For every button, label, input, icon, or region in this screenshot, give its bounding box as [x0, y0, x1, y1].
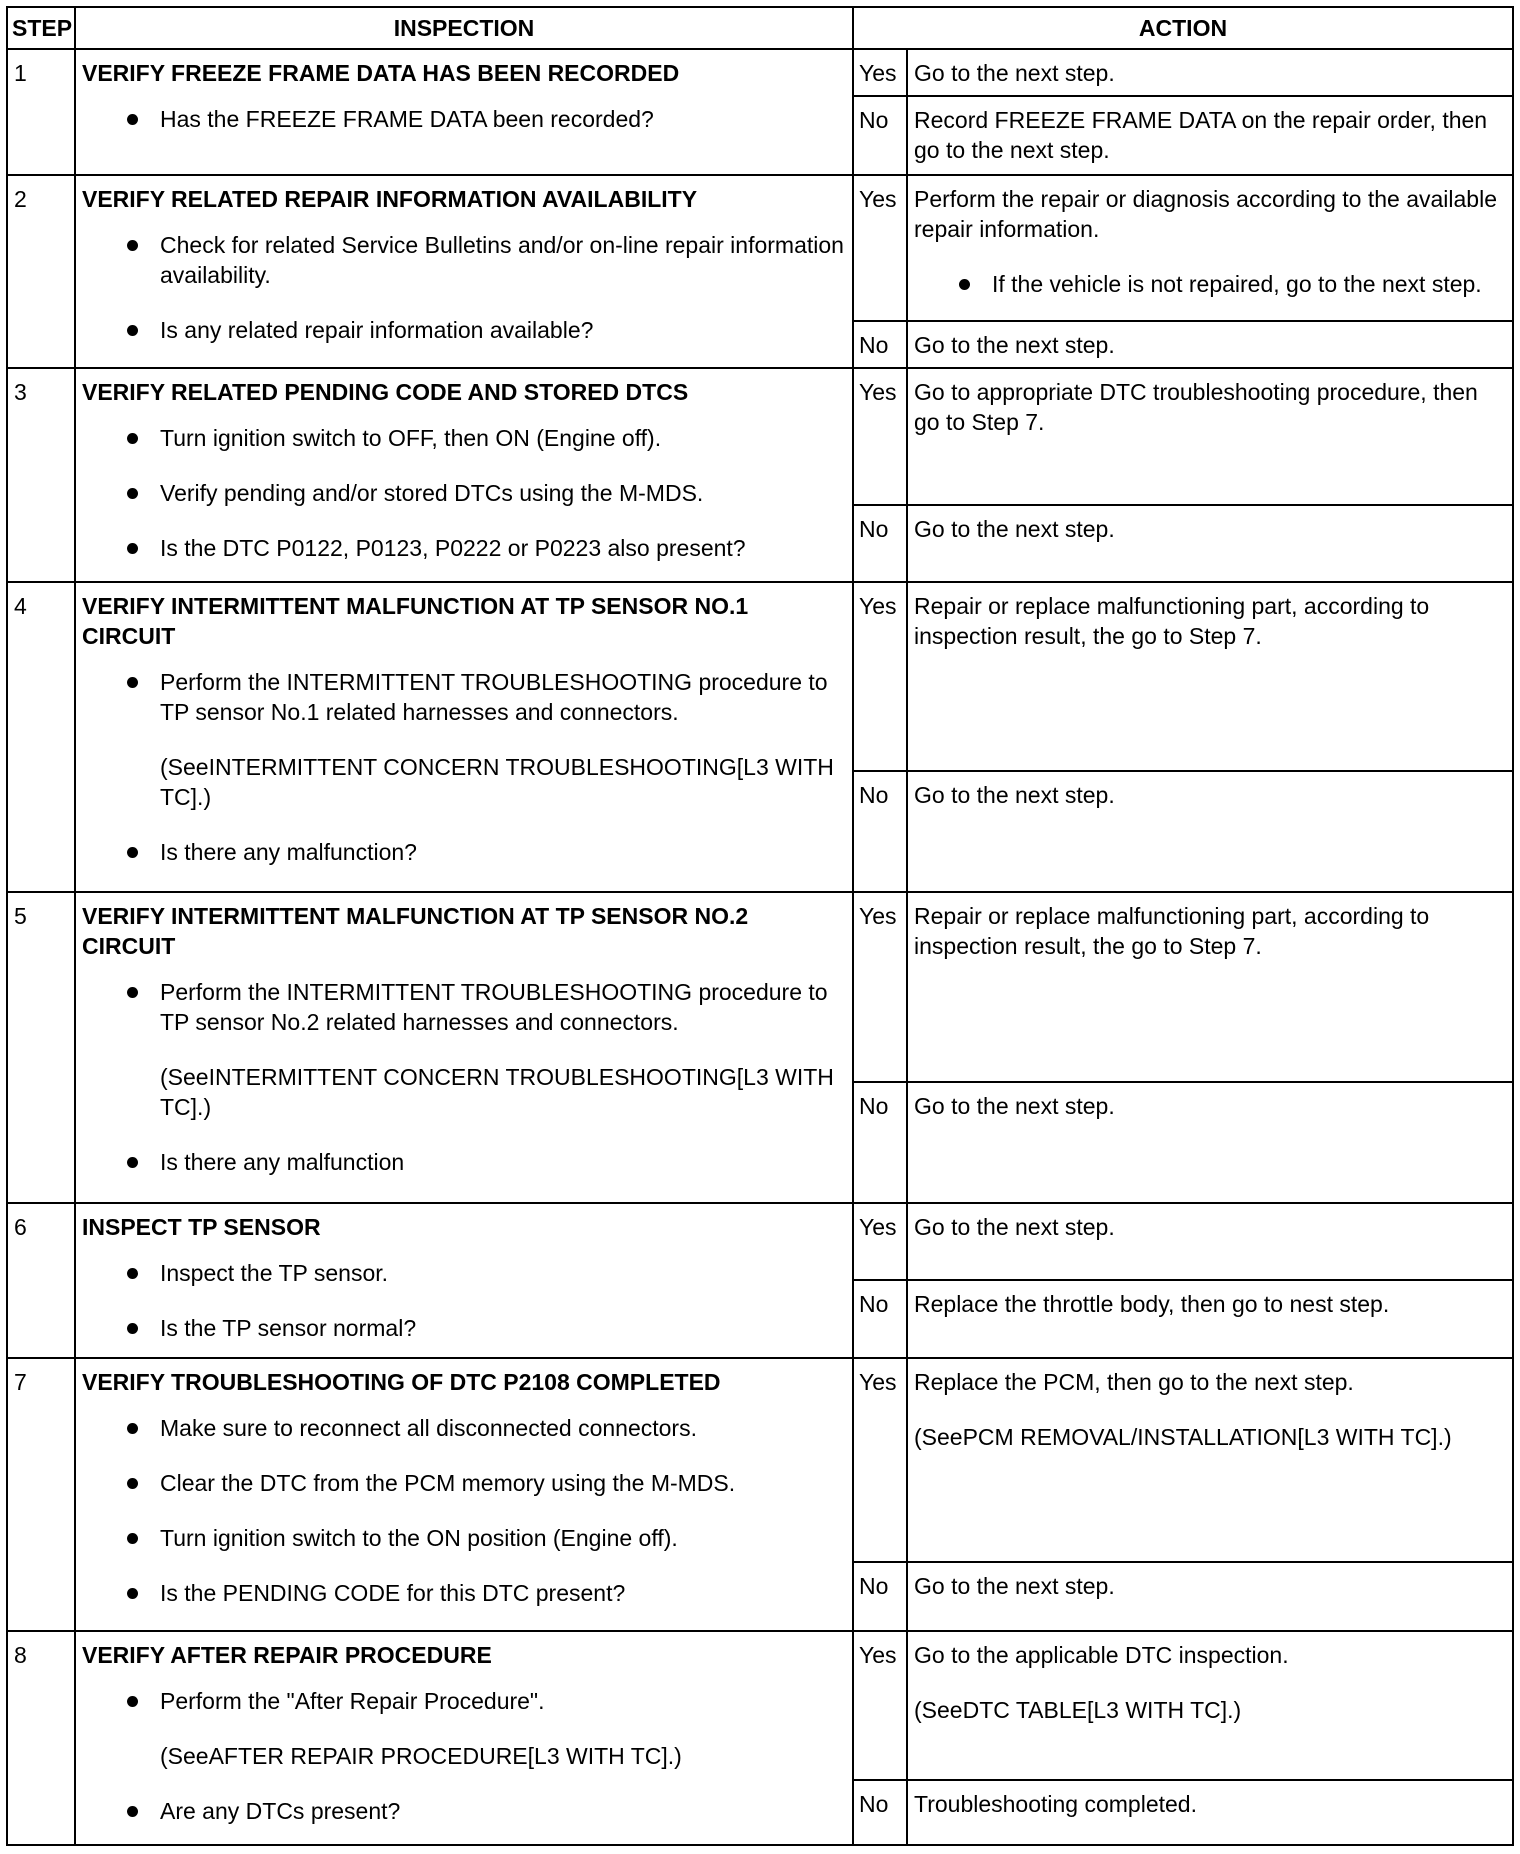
step-number: 4 [7, 582, 75, 892]
inspection-bullet-item: Are any DTCs present? [160, 1796, 846, 1826]
header-action: ACTION [853, 7, 1513, 49]
inspection-bullet-item: Is the TP sensor normal? [160, 1313, 846, 1343]
inspection-bullet-item: Perform the "After Repair Procedure". [160, 1686, 846, 1716]
step-number: 5 [7, 892, 75, 1202]
yes-action-cell [907, 582, 1513, 771]
no-label: No [853, 1082, 907, 1203]
inspection-bullet-item: Is any related repair information available? [160, 315, 846, 345]
no-action-text: Go to the next step. [914, 331, 1115, 358]
yes-action-text: Go to the next step. [914, 60, 1115, 86]
inspection-bullet-item: Turn ignition switch to OFF, then ON (Engine off). [160, 423, 846, 453]
inspection-bullet-item: Has the FREEZE FRAME DATA been recorded? [160, 104, 846, 134]
no-action-text: Troubleshooting completed. [914, 1791, 1197, 1818]
no-action-text: Record FREEZE FRAME DATA on the repair order, then go to the next step. [914, 107, 1488, 164]
no-action-text: Replace the throttle body, then go to nest step. [914, 1291, 1390, 1318]
yes-action-text: Repair or replace malfunctioning part, according to inspection result, the go to Step 7. [914, 903, 1430, 960]
no-action-text: Go to the next step. [914, 515, 1115, 542]
no-label: No [853, 771, 907, 892]
step-title: VERIFY AFTER REPAIR PROCEDURE [82, 1641, 492, 1668]
no-action-cell [907, 96, 1513, 175]
no-action-cell [907, 321, 1513, 368]
inspection-bullet-item: Verify pending and/or stored DTCs using the M-MDS. [160, 478, 846, 508]
inspection-bullet-item: Is there any malfunction [160, 1147, 846, 1177]
step-title: VERIFY TROUBLESHOOTING OF DTC P2108 COMPLETED [82, 1368, 721, 1395]
inspection-cell [75, 1631, 853, 1845]
table-row [7, 582, 1513, 771]
yes-action-bullet: If the vehicle is not repaired, go to the next step. [992, 269, 1506, 299]
step-number: 3 [7, 368, 75, 582]
header-step: STEP [7, 7, 75, 49]
step-title: INSPECT TP SENSOR [82, 1213, 321, 1240]
yes-action-cell [907, 1203, 1513, 1281]
yes-action-text: Go to the applicable DTC inspection. [914, 1641, 1289, 1668]
no-action-text: Go to the next step. [914, 1573, 1115, 1600]
yes-action-text: Go to the next step. [914, 1213, 1115, 1240]
table-row [7, 1631, 1513, 1780]
no-action-text: Go to the next step. [914, 1092, 1115, 1119]
no-action-cell [907, 1562, 1513, 1631]
inspection-list [82, 104, 846, 134]
yes-action-text: Perform the repair or diagnosis according to the available repair information. [914, 186, 1497, 243]
inspection-table [6, 6, 1514, 1846]
inspection-cell [75, 582, 853, 892]
no-label: No [853, 1780, 907, 1845]
inspection-reference: (SeeINTERMITTENT CONCERN TROUBLESHOOTING[L3 WITH TC].) [160, 754, 834, 810]
yes-action-list [914, 269, 1506, 299]
inspection-bullet-item: Inspect the TP sensor. [160, 1258, 846, 1288]
yes-action-cell [907, 892, 1513, 1081]
inspection-cell [75, 49, 853, 175]
inspection-bullet-item: Perform the INTERMITTENT TROUBLESHOOTING procedure to TP sensor No.1 related harnesses and connectors. [160, 667, 846, 727]
no-label: No [853, 96, 907, 175]
table-row [7, 175, 1513, 321]
yes-action-cell [907, 49, 1513, 96]
table-body [7, 49, 1513, 1845]
no-action-cell [907, 1780, 1513, 1845]
step-number: 7 [7, 1358, 75, 1631]
table-row [7, 1358, 1513, 1562]
yes-action-text: (SeePCM REMOVAL/INSTALLATION[L3 WITH TC].) [914, 1423, 1452, 1450]
inspection-bullet-item: Turn ignition switch to the ON position (Engine off). [160, 1523, 846, 1553]
yes-action-cell [907, 1631, 1513, 1780]
inspection-bullet-item: Is the PENDING CODE for this DTC present? [160, 1578, 846, 1608]
inspection-cell [75, 368, 853, 582]
step-title: VERIFY INTERMITTENT MALFUNCTION AT TP SENSOR NO.1 CIRCUIT [82, 593, 749, 649]
no-label: No [853, 321, 907, 368]
yes-action-cell [907, 368, 1513, 505]
table-row [7, 1203, 1513, 1281]
header-inspection: INSPECTION [75, 7, 853, 49]
step-title: VERIFY RELATED PENDING CODE AND STORED DTCS [82, 378, 689, 405]
no-action-cell [907, 1082, 1513, 1203]
step-number: 6 [7, 1203, 75, 1358]
table-header-row [7, 7, 1513, 49]
no-action-cell [907, 771, 1513, 892]
yes-action-text: Go to appropriate DTC troubleshooting procedure, then go to Step 7. [914, 378, 1478, 435]
yes-label: Yes [853, 368, 907, 505]
step-title: VERIFY RELATED REPAIR INFORMATION AVAILABILITY [82, 186, 698, 213]
yes-label: Yes [853, 175, 907, 321]
inspection-bullet-item: Is the DTC P0122, P0123, P0222 or P0223 also present? [160, 533, 846, 563]
no-action-cell [907, 1280, 1513, 1358]
yes-label: Yes [853, 1358, 907, 1562]
yes-action-text: (SeeDTC TABLE[L3 WITH TC].) [914, 1696, 1242, 1723]
no-label: No [853, 1280, 907, 1358]
yes-action-text: Repair or replace malfunctioning part, according to inspection result, the go to Step 7. [914, 593, 1430, 649]
table-row [7, 368, 1513, 505]
yes-action-cell [907, 175, 1513, 321]
inspection-bullet-item: Is there any malfunction? [160, 837, 846, 867]
no-label: No [853, 505, 907, 582]
no-label: No [853, 1562, 907, 1631]
inspection-bullet-item: Perform the INTERMITTENT TROUBLESHOOTING procedure to TP sensor No.2 related harnesses and connectors. [160, 977, 846, 1037]
inspection-list [82, 1413, 846, 1608]
yes-label: Yes [853, 582, 907, 771]
inspection-reference: (SeeAFTER REPAIR PROCEDURE[L3 WITH TC].) [160, 1742, 682, 1769]
inspection-list [82, 423, 846, 563]
inspection-list [82, 230, 846, 345]
step-title: VERIFY FREEZE FRAME DATA HAS BEEN RECORDED [82, 60, 680, 86]
table-row [7, 49, 1513, 96]
inspection-list [82, 1686, 846, 1826]
inspection-cell [75, 1358, 853, 1631]
table-row [7, 892, 1513, 1081]
inspection-cell [75, 175, 853, 368]
no-action-text: Go to the next step. [914, 782, 1115, 809]
yes-label: Yes [853, 49, 907, 96]
inspection-bullet-item: Clear the DTC from the PCM memory using the M-MDS. [160, 1468, 846, 1498]
inspection-bullet-item: Make sure to reconnect all disconnected connectors. [160, 1413, 846, 1443]
inspection-list [82, 1258, 846, 1343]
step-number: 1 [7, 49, 75, 175]
inspection-cell [75, 1203, 853, 1358]
yes-action-text: Replace the PCM, then go to the next step. [914, 1368, 1354, 1395]
inspection-list [82, 667, 846, 867]
inspection-reference: (SeeINTERMITTENT CONCERN TROUBLESHOOTING[L3 WITH TC].) [160, 1064, 834, 1121]
yes-action-cell [907, 1358, 1513, 1562]
no-action-cell [907, 505, 1513, 582]
inspection-cell [75, 892, 853, 1202]
step-title: VERIFY INTERMITTENT MALFUNCTION AT TP SENSOR NO.2 CIRCUIT [82, 903, 749, 960]
yes-label: Yes [853, 1631, 907, 1780]
inspection-bullet-item: Check for related Service Bulletins and/or on-line repair information availability. [160, 230, 846, 290]
yes-label: Yes [853, 1203, 907, 1281]
yes-label: Yes [853, 892, 907, 1081]
inspection-list [82, 977, 846, 1177]
step-number: 8 [7, 1631, 75, 1845]
step-number: 2 [7, 175, 75, 368]
